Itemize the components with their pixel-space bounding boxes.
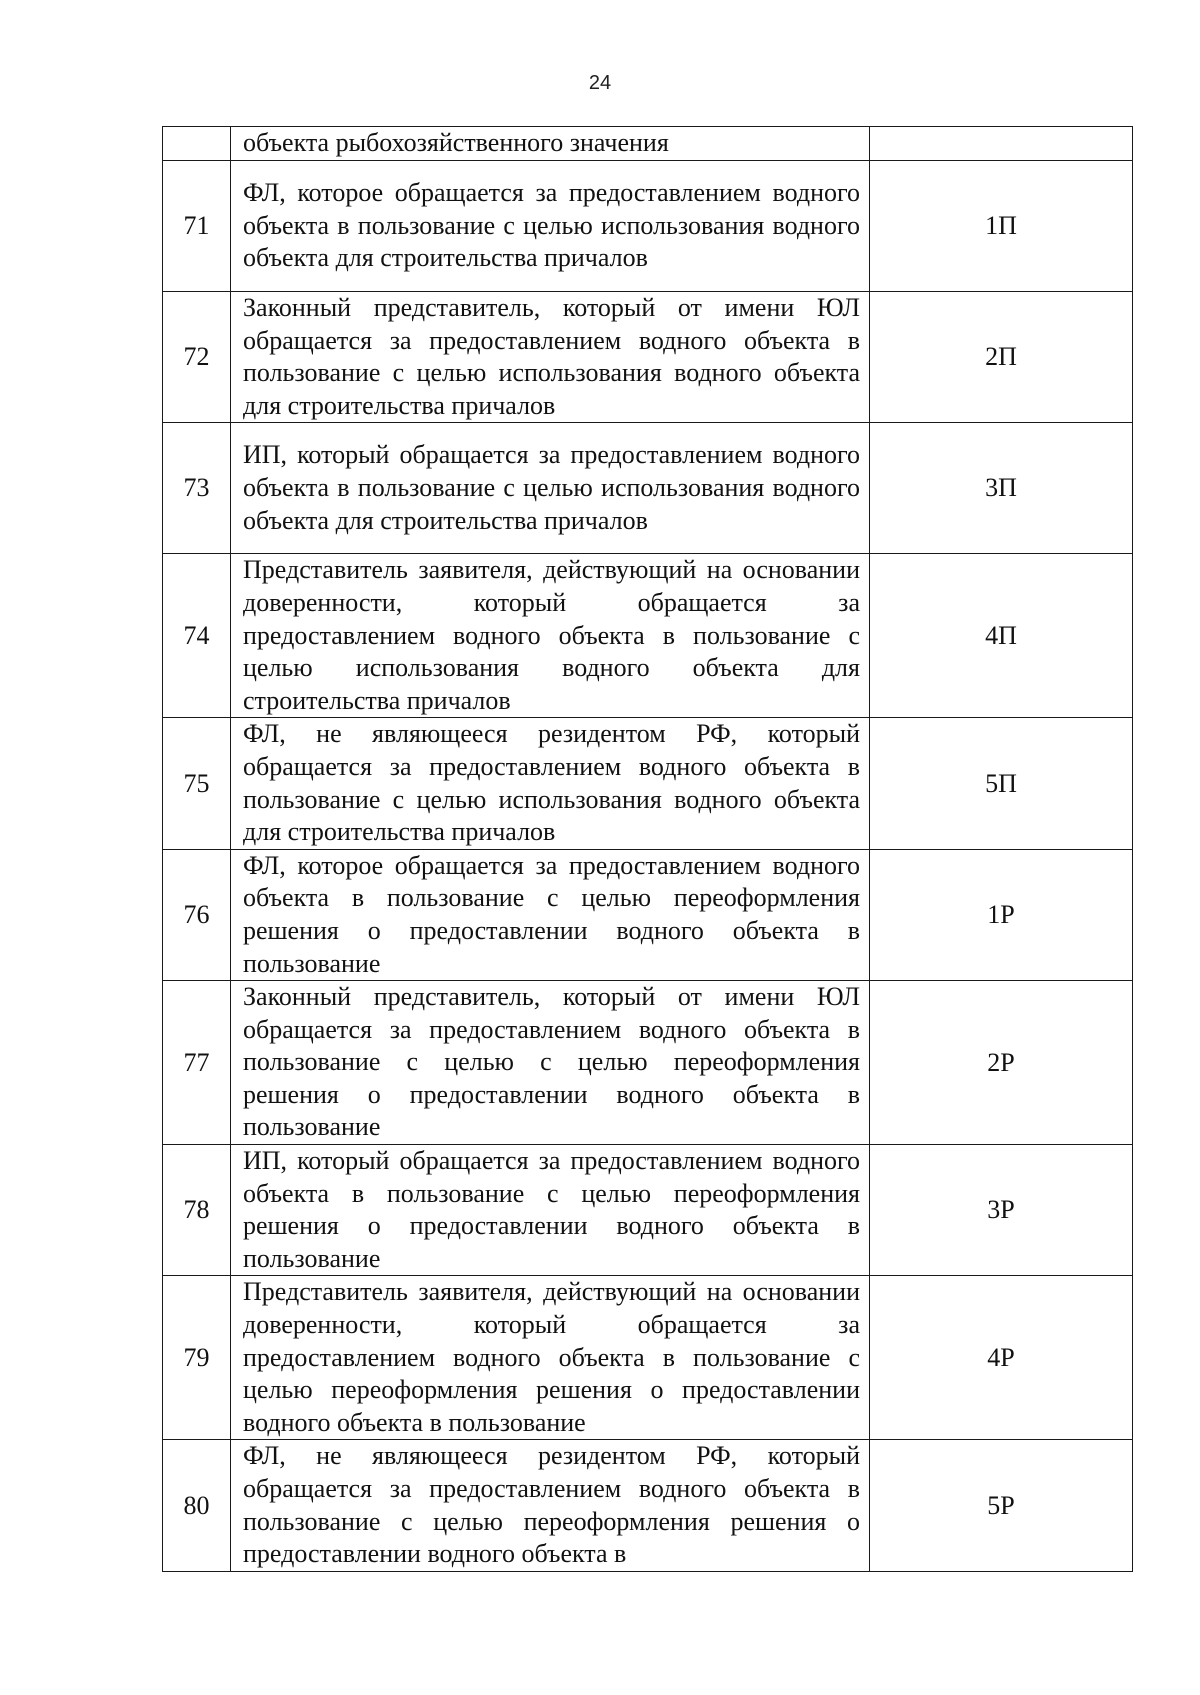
row-description: [231, 1145, 870, 1276]
page-number: 24: [588, 72, 612, 94]
row-description: [231, 554, 870, 718]
row-description-text: ФЛ, не являющееся резидентом РФ, который обращается за предоставлением водного объекта в пользование с целью переоформления решения о предоставлении водного объекта в: [243, 1441, 860, 1569]
applicant-codes-table: [162, 126, 1133, 1572]
row-description-text: ФЛ, не являющееся резидентом РФ, который обращается за предоставлением водного объекта в пользование с целью использования водного объекта для строительства причалов: [243, 719, 860, 847]
row-description-text: ИП, который обращается за предоставлением водного объекта в пользование с целью переоформления решения о предоставлении водного объекта в пользование: [243, 1146, 860, 1273]
row-description-text: объекта рыбохозяйственного значения: [243, 128, 669, 158]
row-number: 71: [163, 161, 231, 292]
row-code: 3Р: [870, 1145, 1133, 1276]
row-description-text: Законный представитель, который от имени ЮЛ обращается за предоставлением водного объекта в пользование с целью с целью переоформления решения о предоставлении водного объекта в пользование: [243, 982, 860, 1142]
table-row: [163, 554, 1133, 718]
row-description: [231, 849, 870, 980]
table-row: [163, 292, 1133, 423]
table-row: [163, 981, 1133, 1145]
row-description: [231, 718, 870, 849]
row-code: 3П: [870, 423, 1133, 554]
row-description: [231, 161, 870, 292]
row-description-text: Законный представитель, который от имени ЮЛ обращается за предоставлением водного объекта в пользование с целью использования водного объекта для строительства причалов: [243, 293, 860, 420]
row-number: 74: [163, 554, 231, 718]
table-row: [163, 161, 1133, 292]
row-description-text: ФЛ, которое обращается за предоставлением водного объекта в пользование с целью переоформления решения о предоставлении водного объекта в пользование: [243, 850, 860, 978]
row-number: 77: [163, 981, 231, 1145]
row-code: 2П: [870, 292, 1133, 423]
row-description-text: ФЛ, которое обращается за предоставлением водного объекта в пользование с целью использования водного объекта для строительства причалов: [243, 178, 860, 273]
row-code: [870, 127, 1133, 161]
row-description: [231, 981, 870, 1145]
row-description: [231, 1276, 870, 1440]
row-code: 5Р: [870, 1440, 1133, 1571]
table-row: [163, 1276, 1133, 1440]
table-row: [163, 423, 1133, 554]
row-number: 80: [163, 1440, 231, 1571]
row-code: 4П: [870, 554, 1133, 718]
table-row: [163, 1145, 1133, 1276]
row-number: 75: [163, 718, 231, 849]
row-code: 4Р: [870, 1276, 1133, 1440]
row-number: 76: [163, 849, 231, 980]
table-row: [163, 1440, 1133, 1571]
table-row: [163, 849, 1133, 980]
row-description-text: Представитель заявителя, действующий на основании доверенности, который обращается за предоставлением водного объекта в пользование с целью переоформления решения о предоставлении водного объекта в пользование: [243, 1277, 860, 1437]
row-code: 1Р: [870, 849, 1133, 980]
row-code: 2Р: [870, 981, 1133, 1145]
row-description: [231, 292, 870, 423]
row-number: 79: [163, 1276, 231, 1440]
row-description: [231, 127, 870, 161]
table-row: [163, 718, 1133, 849]
row-number: 73: [163, 423, 231, 554]
row-code: 1П: [870, 161, 1133, 292]
row-number: [163, 127, 231, 161]
table-row: [163, 127, 1133, 161]
row-code: 5П: [870, 718, 1133, 849]
row-description-text: ИП, который обращается за предоставлением водного объекта в пользование с целью использования водного объекта для строительства причалов: [243, 440, 860, 535]
row-description: [231, 1440, 870, 1571]
row-description: [231, 423, 870, 554]
row-description-text: Представитель заявителя, действующий на основании доверенности, который обращается за предоставлением водного объекта в пользование с целью использования водного объекта для строительства причалов: [243, 555, 860, 715]
row-number: 72: [163, 292, 231, 423]
row-number: 78: [163, 1145, 231, 1276]
